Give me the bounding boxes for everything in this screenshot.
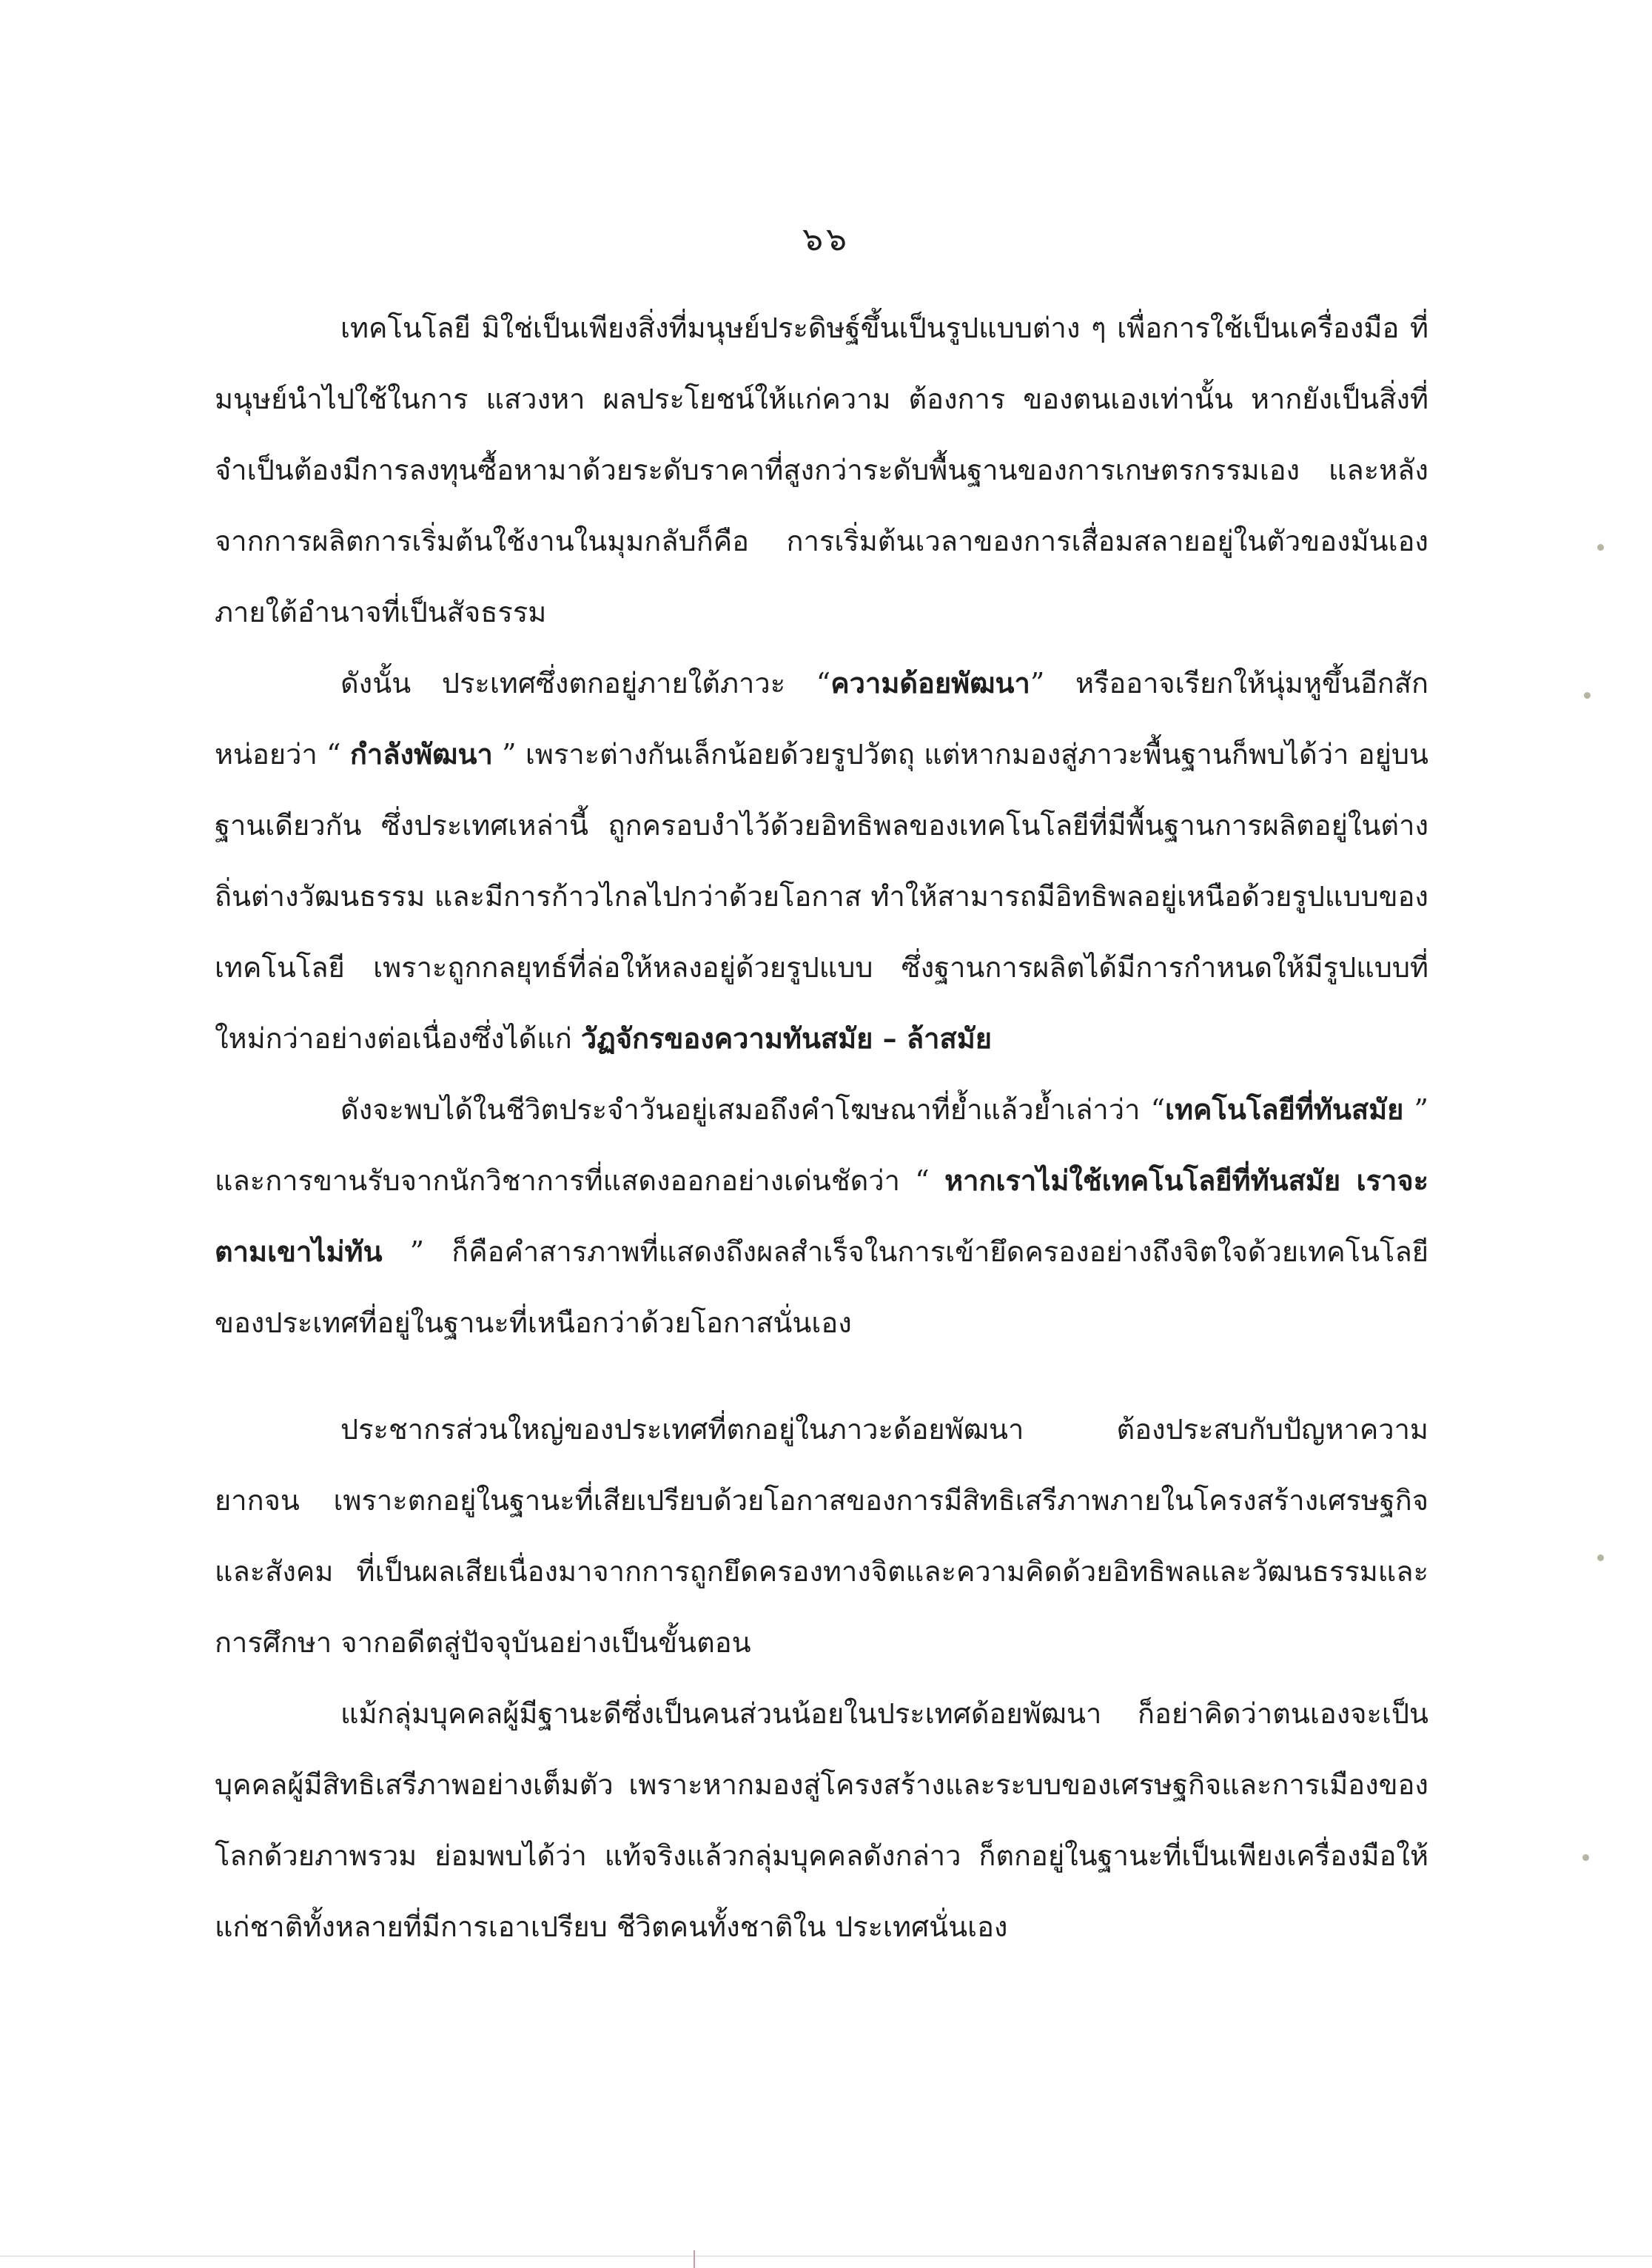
text-run: ” ก็คือคำสารภาพที่แสดงถึงผลสำเร็จในการเข้ายึดครองอย่างถึงจิตใจด้วยเทคโนโลยี ของประเทศที่อยู่ในฐานะที่เหนือกว่าด้วยโอกาสนั่นเอง xyxy=(215,1235,1428,1339)
body-text xyxy=(215,292,1428,1962)
text-run: ประชากรส่วนใหญ่ของประเทศที่ตกอยู่ในภาวะด้อยพัฒนา ต้องประสบกับปัญหาความยากจน เพราะตกอยู่ในฐานะที่เสียเปรียบด้วยโอกาสของการมีสิทธิเสรีภาพภายในโครงสร้างเศรษฐกิจและสังคม ที่เป็นผลเสียเนื่องมาจากการถูกยึดครองทางจิตและความคิดด้วยอิทธิพลและวัฒนธรรมและการศึกษา จากอดีตสู่ปัจจุบันอย่างเป็นขั้นตอน xyxy=(215,1413,1428,1659)
scan-edge-line xyxy=(0,2255,1652,2257)
text-run: ” และการขานรับจากนักวิชาการที่แสดงออกอย่างเด่นชัดว่า “ xyxy=(215,1093,1428,1197)
bold-term: วัฏจักรของความทันสมัย – ล้าสมัย xyxy=(580,1021,993,1055)
text-run: ” เพราะต่างกันเล็กน้อยด้วยรูปวัตถุ แต่หากมองสู่ภาวะพื้นฐานก็พบได้ว่า อยู่บนฐานเดียวกัน ซึ่งประเทศเหล่านี้ ถูกครอบงำไว้ด้วยอิทธิพลของเทคโนโลยีที่มีพื้นฐานการผลิตอยู่ในต่างถิ่นต่างวัฒนธรรม และมีการก้าวไกลไปกว่าด้วยโอกาส ทำให้สามารถมีอิทธิพลอยู่เหนือด้วยรูปแบบของเทคโนโลยี เพราะถูกกลยุทธ์ที่ล่อให้หลงอยู่ด้วยรูปแบบ ซึ่งฐานการผลิตได้มีการกำหนดให้มีรูปแบบที่ใหม่กว่าอย่างต่อเนื่องซึ่งได้แก่ xyxy=(215,738,1428,1055)
scan-speck xyxy=(1597,1554,1604,1561)
text-run: ” หรืออาจเรียกให้นุ่มหูขึ้นอีกสักหน่อยว่า “ xyxy=(215,667,1428,771)
text-run: ดังจะพบได้ในชีวิตประจำวันอยู่เสมอถึงคำโฆษณาที่ย้ำแล้วย้ำเล่าว่า “ xyxy=(340,1093,1166,1126)
paragraph-1 xyxy=(215,292,1428,648)
scan-speck xyxy=(1582,1854,1589,1861)
page-number: ๖๖ xyxy=(802,221,850,258)
scan-edge-mark xyxy=(694,2250,695,2268)
paragraph-4 xyxy=(215,1394,1428,1678)
bold-term: เทคโนโลยีที่ทันสมัย xyxy=(1165,1093,1404,1126)
paragraph-5 xyxy=(215,1678,1428,1962)
text-run: แม้กลุ่มบุคคลผู้มีฐานะดีซึ่งเป็นคนส่วนน้อยในประเทศด้อยพัฒนา ก็อย่าคิดว่าตนเองจะเป็นบุคคลผู้มีสิทธิเสรีภาพอย่างเต็มตัว เพราะหากมองสู่โครงสร้างและระบบของเศรษฐกิจและการเมืองของโลกด้วยภาพรวม ย่อมพบได้ว่า แท้จริงแล้วกลุ่มบุคคลดังกล่าว ก็ตกอยู่ในฐานะที่เป็นเพียงเครื่องมือให้แก่ชาติทั้งหลายที่มีการเอาเปรียบ ชีวิตคนทั้งชาติใน ประเทศนั่นเอง xyxy=(215,1697,1428,1943)
text-run: ดังนั้น ประเทศซึ่งตกอยู่ภายใต้ภาวะ “ xyxy=(340,667,831,699)
bold-term: กำลังพัฒนา xyxy=(349,737,493,771)
bold-term: ความด้อยพัฒนา xyxy=(830,666,1030,699)
text-run: เทคโนโลยี มิใช่เป็นเพียงสิ่งที่มนุษย์ประดิษฐ์ขึ้นเป็นรูปแบบต่าง ๆ เพื่อการใช้เป็นเครื่องมือ ที่มนุษย์นำไปใช้ในการ แสวงหา ผลประโยชน์ให้แก่ความ ต้องการ ของตนเองเท่านั้น หากยังเป็นสิ่งที่จำเป็นต้องมีการลงทุนซื้อหามาด้วยระดับราคาที่สูงกว่าระดับพื้นฐานของการเกษตรกรรมเอง และหลังจากการผลิตการเริ่มต้นใช้งานในมุมกลับก็คือ การเริ่มต้นเวลาของการเสื่อมสลายอยู่ในตัวของมันเองภายใต้อำนาจที่เป็นสัจธรรม xyxy=(215,312,1428,628)
scan-speck xyxy=(1584,692,1591,699)
paragraph-3 xyxy=(215,1074,1428,1358)
paragraph-2 xyxy=(215,648,1428,1074)
bold-term: หากเราไม่ใช้เทคโนโลยีที่ทันสมัย เราจะตามเขาไม่ทัน xyxy=(215,1164,1428,1268)
scan-speck xyxy=(1597,544,1604,551)
